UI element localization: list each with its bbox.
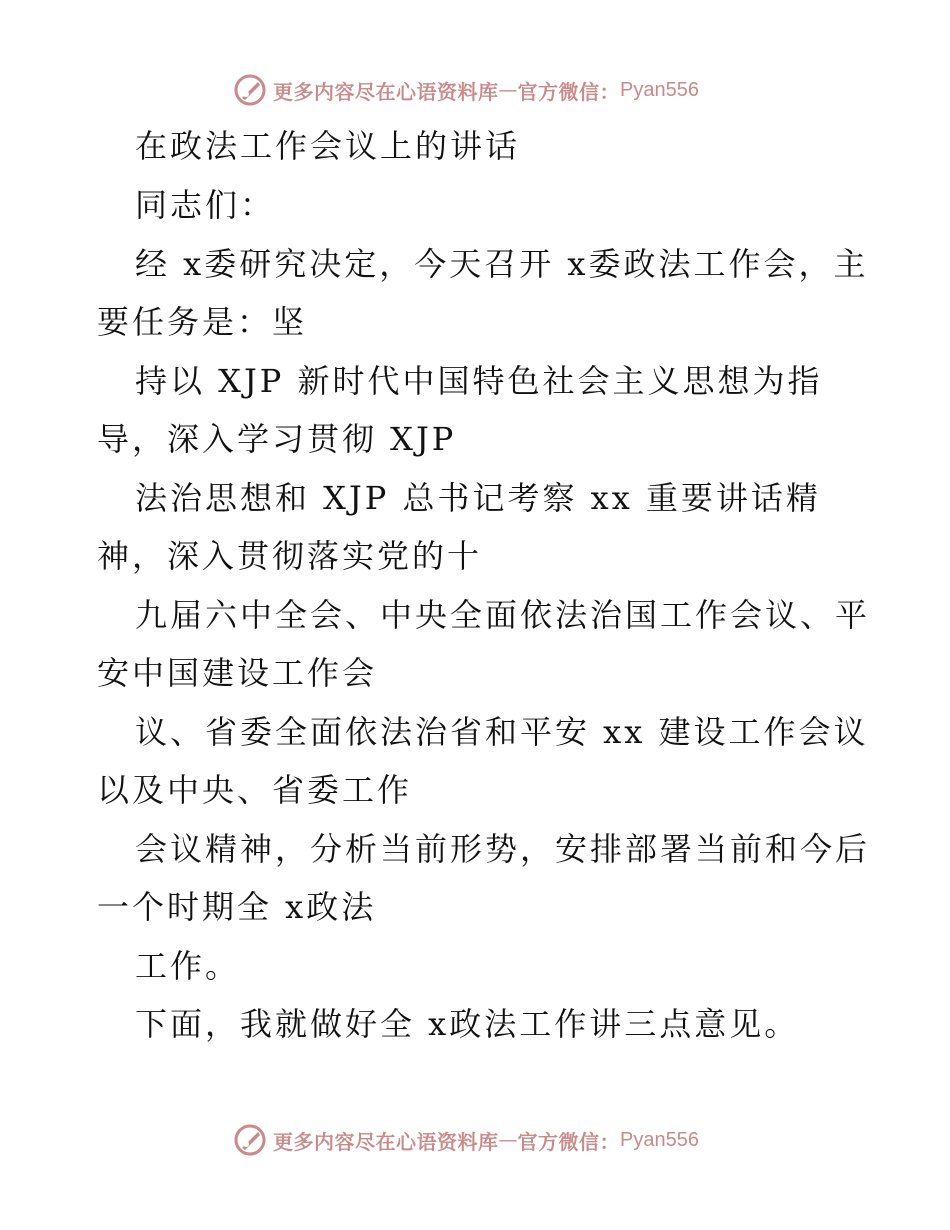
- paragraph-line: 以及中央、省委工作: [97, 771, 413, 809]
- paragraph-line: 导，深入学习贯彻 XJP: [97, 420, 457, 458]
- paragraph-line: 持以 XJP 新时代中国特色社会主义思想为指: [135, 362, 823, 400]
- quill-seal-logo-icon: [233, 1123, 267, 1157]
- footer-watermark: [233, 1122, 699, 1158]
- paragraph-line: 法治思想和 XJP 总书记考察 xx 重要讲话精: [135, 479, 821, 517]
- watermark-official-label: 官方微信：: [517, 79, 620, 104]
- watermark-separator: —: [498, 79, 518, 101]
- watermark-brand: 更多内容尽在心语资料库: [273, 1129, 499, 1154]
- paragraph-line: 会议精神，分析当前形势，安排部署当前和今后: [135, 830, 871, 868]
- watermark-separator: —: [498, 1129, 518, 1151]
- paragraph-line: 议、省委全面依法治省和平安 xx 建设工作会议: [135, 713, 869, 751]
- salutation: 同志们：: [135, 186, 276, 224]
- paragraph-line: 九届六中全会、中央全面依法治国工作会议、平: [135, 596, 871, 634]
- watermark-wechat-id: Pyan556: [620, 1128, 699, 1151]
- paragraph-line: 神，深入贯彻落实党的十: [97, 537, 483, 575]
- watermark-brand: 更多内容尽在心语资料库: [273, 79, 499, 104]
- paragraph-line: 经 x委研究决定，今天召开 x委政法工作会，主: [135, 245, 869, 283]
- paragraph-line: 安中国建设工作会: [97, 654, 378, 692]
- paragraph-line: 工作。: [135, 947, 241, 985]
- watermark-official-label: 官方微信：: [517, 1129, 620, 1154]
- paragraph-line: 一个时期全 x政法: [97, 888, 377, 926]
- paragraph-line: 要任务是：坚: [97, 303, 308, 341]
- paragraph-line: 下面，我就做好全 x政法工作讲三点意见。: [135, 1005, 800, 1043]
- document-title: 在政法工作会议上的讲话: [135, 127, 521, 165]
- watermark-wechat-id: Pyan556: [620, 78, 699, 101]
